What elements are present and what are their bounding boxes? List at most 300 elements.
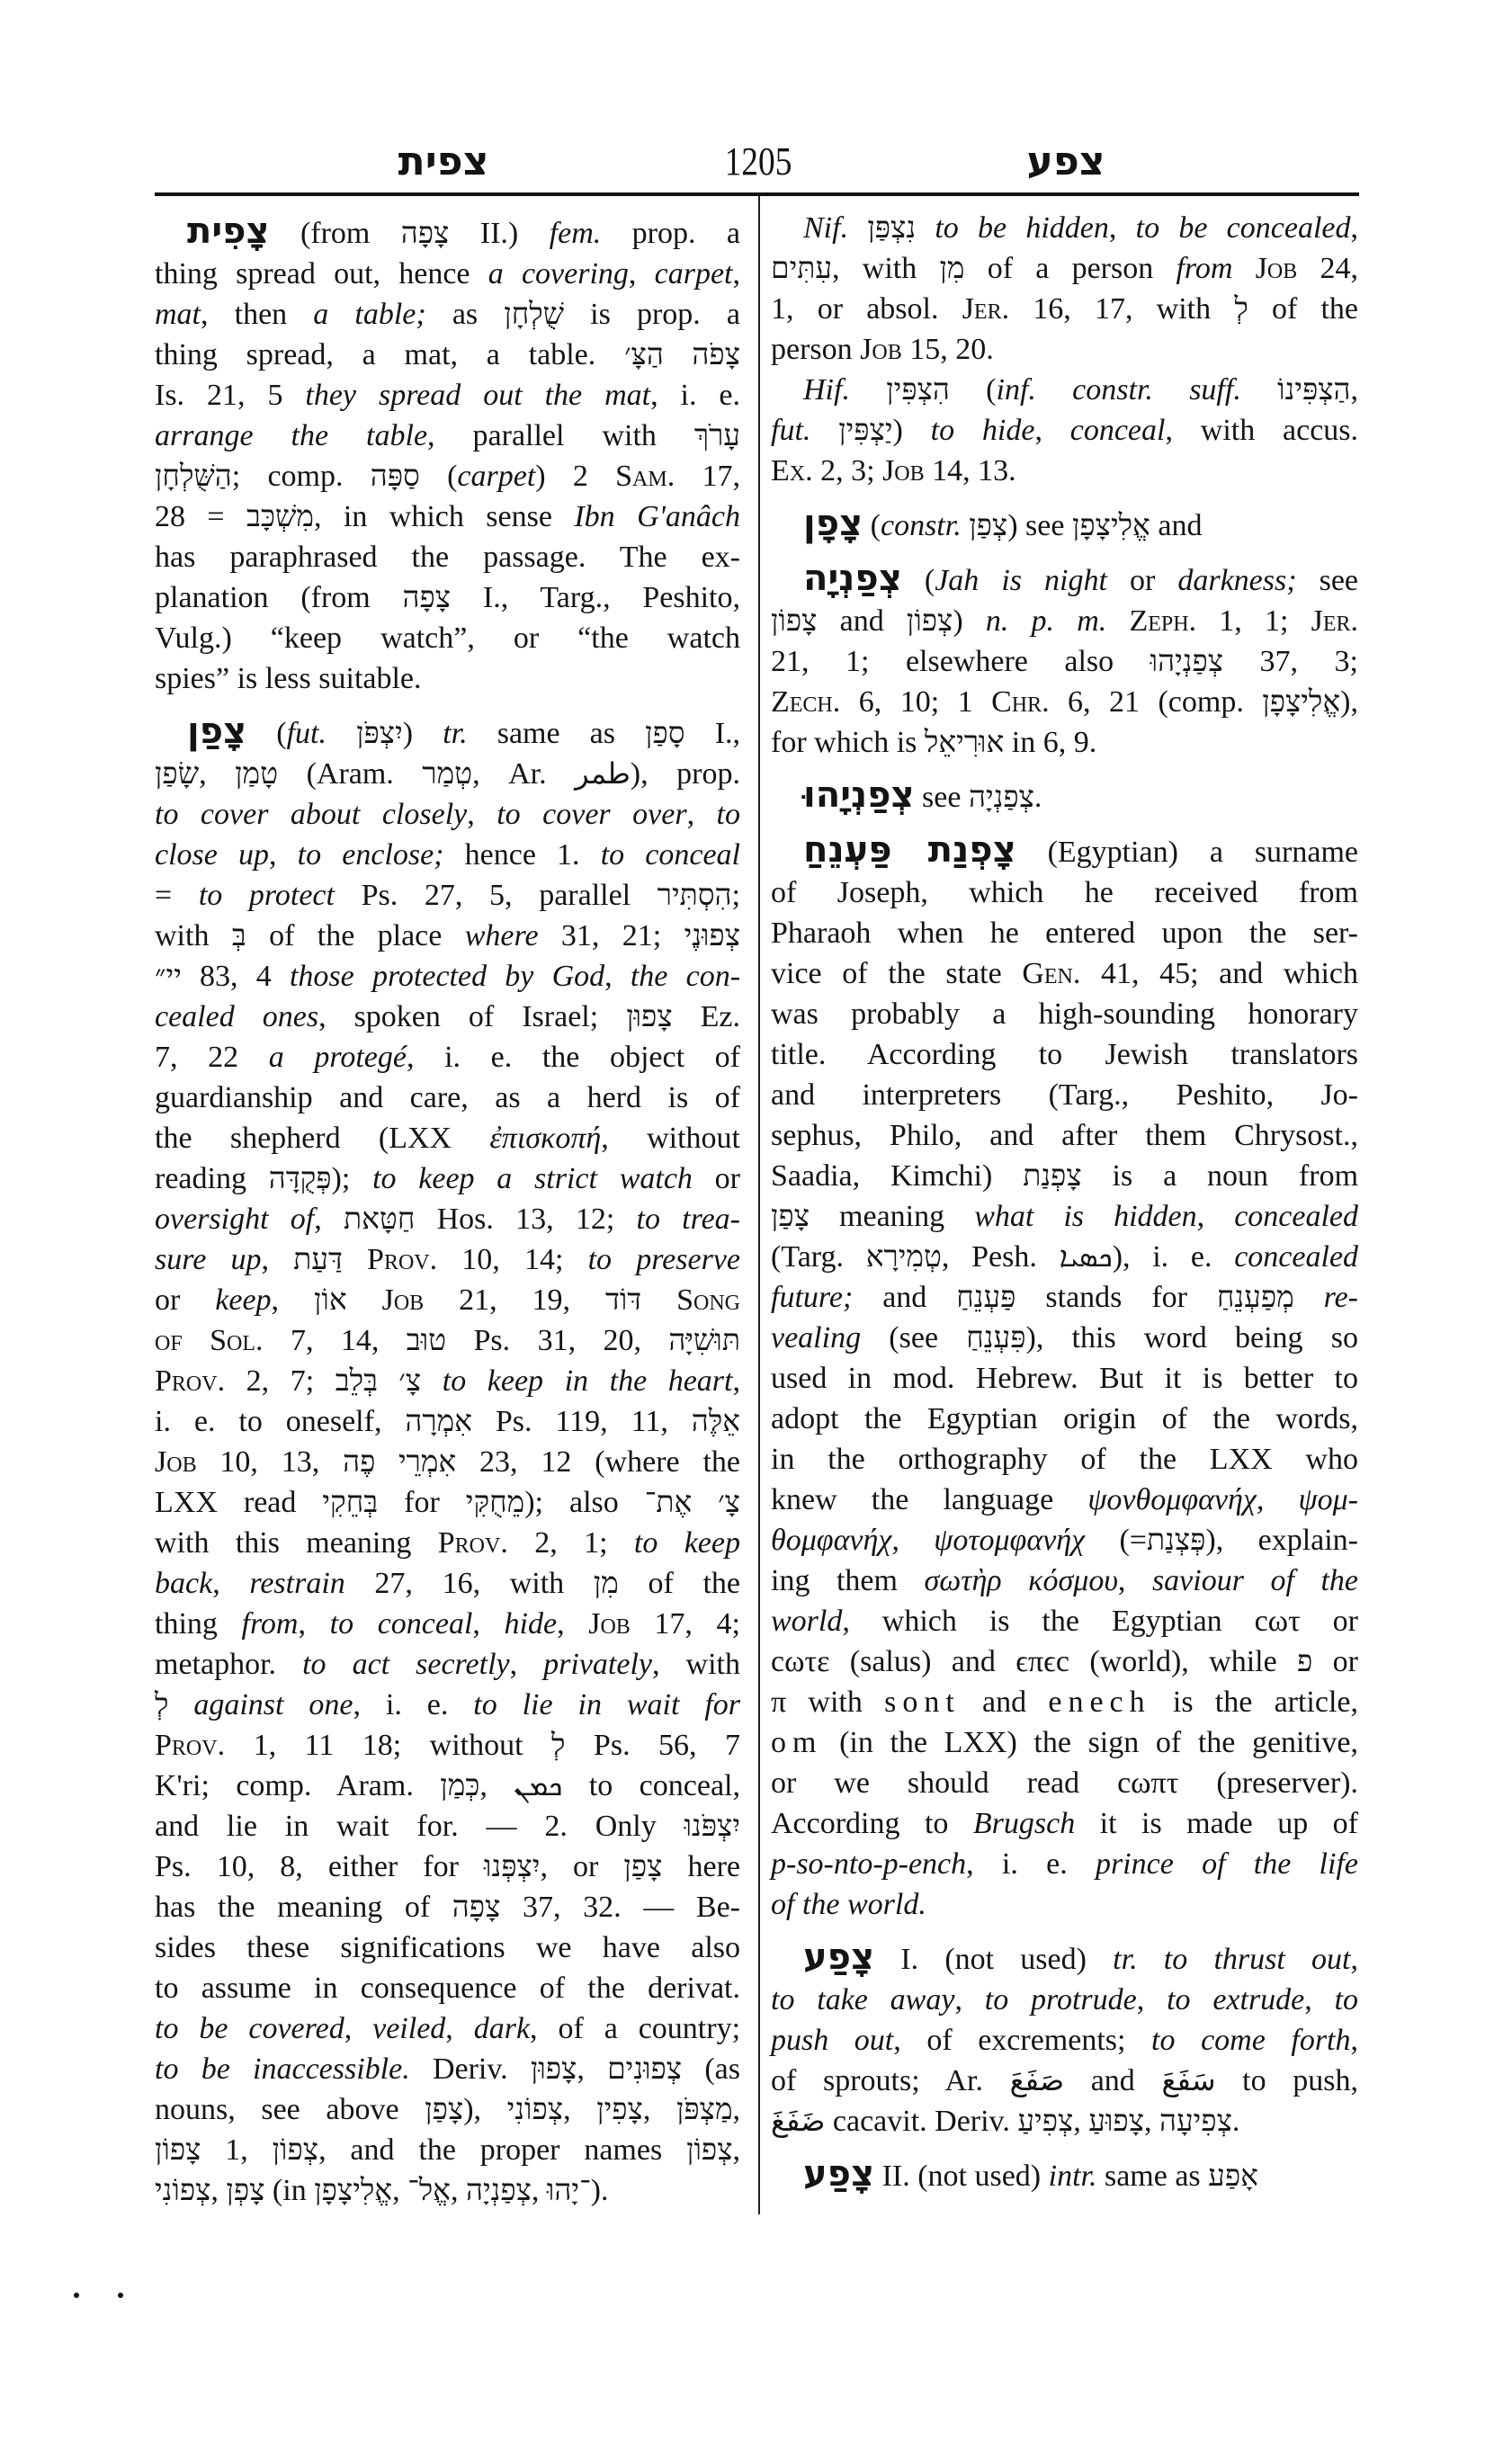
text-line	[771, 1237, 1358, 1277]
text-line	[771, 872, 1358, 913]
hebrew-word: נִצְפַּן	[867, 212, 917, 245]
hebrew-word: כְּמַן	[440, 1770, 480, 1802]
roman-text: and lie in wait for. — 2. Only	[155, 1810, 684, 1843]
italic-text: privately	[543, 1648, 652, 1681]
roman-text: metaphor.	[155, 1648, 303, 1681]
italic-text: to come forth	[1151, 2024, 1351, 2057]
roman-text: (	[246, 717, 287, 750]
text-line	[771, 1480, 1358, 1520]
spaced-text: om	[771, 1726, 823, 1759]
italic-text: darkness;	[1177, 564, 1297, 597]
hebrew-word: תּוּשִׁיָּה	[668, 1325, 740, 1357]
text-line	[155, 210, 740, 254]
hebrew-word: בְּחֵקִי	[322, 1487, 379, 1519]
hebrew-word: פִּעְנֵחַ	[966, 1322, 1026, 1355]
italic-text: to conceal	[600, 838, 741, 872]
italic-text: carpet	[654, 257, 733, 291]
roman-text: 24,	[1297, 252, 1359, 285]
entry-paragraph	[771, 2153, 1358, 2196]
roman-text: ,	[344, 2012, 373, 2045]
text-line	[771, 1560, 1358, 1601]
roman-text: ,	[1108, 211, 1136, 245]
text-line	[771, 505, 1358, 546]
hebrew-word: יַצְפִּין	[838, 415, 893, 447]
roman-text: , Pesh.	[941, 1240, 1060, 1274]
roman-text: and	[817, 604, 907, 638]
roman-text: with this meaning	[155, 1526, 438, 1560]
text-line	[771, 1439, 1358, 1480]
hebrew-word: אֵלֶּה	[691, 1406, 740, 1438]
italic-text: to extrude	[1167, 1983, 1305, 2016]
roman-text: 7, 14,	[263, 1324, 407, 1357]
italic-text: back	[155, 1567, 213, 1600]
roman-text: as	[425, 298, 505, 331]
text-line	[771, 1277, 1358, 1318]
roman-text	[641, 1283, 676, 1317]
roman-text	[1241, 373, 1277, 407]
roman-text: in the orthography of the LXX who	[771, 1443, 1358, 1476]
roman-text: (	[901, 564, 935, 597]
roman-text: ) see	[1007, 509, 1072, 542]
roman-text: spies” is less suitable.	[155, 662, 422, 695]
italic-text: Ibn G'anâch	[574, 500, 740, 533]
roman-text: ,	[271, 1283, 314, 1317]
hebrew-word: טְמַר	[422, 758, 473, 791]
text-line	[155, 1482, 740, 1523]
roman-text: (=	[1085, 1524, 1147, 1557]
roman-text: Pharaoh when he entered upon the ser-	[771, 917, 1358, 950]
roman-text: , which is the Egyptian	[842, 1605, 1255, 1638]
roman-text: ),	[463, 2093, 507, 2126]
book-reference: Sam.	[615, 460, 675, 493]
italic-text: intr.	[1048, 2159, 1097, 2193]
book-reference: Chr.	[991, 685, 1050, 719]
italic-text: to enclose;	[297, 838, 444, 872]
text-line	[771, 2061, 1358, 2101]
roman-text: ,	[732, 1364, 740, 1398]
italic-text: to cover over	[497, 798, 687, 831]
hebrew-word: סָפַן	[645, 718, 685, 750]
italic-text: Brugsch	[972, 1807, 1076, 1840]
roman-text: 2, 3;	[812, 454, 883, 487]
roman-text: knew the language	[771, 1483, 1088, 1516]
text-line	[771, 1399, 1358, 1439]
hebrew-word: ־יָהוּ	[546, 2175, 591, 2207]
italic-text: to be concealed	[1135, 211, 1351, 245]
italic-text: Nif.	[803, 211, 849, 245]
italic-text: vealing	[771, 1321, 862, 1355]
hebrew-word: הִצְפִּין	[886, 374, 950, 407]
roman-text: 41, 45; and which	[1080, 957, 1358, 990]
roman-text: 2, 1;	[507, 1526, 634, 1560]
roman-text: 83, 4	[181, 960, 290, 993]
headword: צְפַנְיָהוּ	[803, 774, 915, 816]
book-reference: Zech.	[771, 685, 841, 719]
roman-text: , or	[540, 1850, 624, 1883]
hebrew-word: בְּ	[231, 920, 246, 952]
text-line	[771, 1641, 1358, 1682]
roman-text: used in mod. Hebrew. But it is better to	[771, 1362, 1358, 1395]
roman-text: (Aram.	[278, 757, 423, 791]
text-line	[771, 2101, 1358, 2142]
roman-text: sides these significations we have also	[155, 1931, 740, 1964]
coptic-text: cωπτ	[1117, 1766, 1179, 1800]
roman-text: ,	[628, 257, 655, 291]
hebrew-word: צְפוּנֶי	[684, 920, 740, 952]
italic-text: of the world.	[771, 1888, 926, 1921]
hebrew-word: חַטָּאת	[343, 1203, 416, 1236]
italic-text: conceal	[1069, 414, 1166, 447]
hebrew-word: פְּצְנַת	[1146, 1525, 1206, 1557]
roman-text: ,	[298, 1607, 330, 1641]
roman-text: (	[863, 509, 881, 542]
hebrew-word: מְפַעְנֵחַ	[1216, 1282, 1294, 1314]
book-reference: Prov.	[367, 1243, 438, 1276]
text-line	[771, 329, 1358, 370]
roman-text: , with accus.	[1165, 414, 1359, 447]
roman-text: same as	[467, 717, 646, 750]
italic-text: cealed ones	[155, 1000, 319, 1033]
roman-text: , i. e. the object of	[406, 1041, 740, 1074]
roman-text: sephus, Philo, and after them Chrysost.,	[771, 1119, 1358, 1152]
text-line	[771, 1075, 1358, 1115]
roman-text: Is. 21, 5	[155, 379, 306, 412]
roman-text: (world), while	[1069, 1645, 1298, 1678]
roman-text: ,	[604, 960, 631, 993]
text-line	[155, 1968, 740, 2008]
text-line	[771, 1884, 1358, 1925]
italic-text: sure up	[155, 1243, 262, 1276]
hebrew-word: מִן	[593, 1568, 619, 1600]
coptic-text: cωτε	[771, 1645, 830, 1678]
italic-text: fut.	[286, 717, 327, 750]
roman-text: Ps. 31, 20,	[446, 1324, 669, 1357]
roman-text: 28 =	[155, 500, 247, 533]
roman-text: for	[378, 1486, 466, 1519]
left-guide-word: צפית	[398, 139, 489, 184]
roman-text: ,	[1143, 2105, 1159, 2138]
text-line	[155, 1361, 740, 1401]
text-line	[155, 1280, 740, 1320]
hebrew-word: יִצְפֹּנוּ	[684, 1811, 740, 1843]
italic-text: from	[241, 1607, 299, 1641]
roman-text: is a noun from	[1081, 1159, 1359, 1193]
hebrew-word: צָפוֹן	[155, 2134, 201, 2167]
roman-text: ,	[1350, 1943, 1358, 1976]
text-line	[771, 560, 1358, 601]
roman-text: meaning	[810, 1200, 975, 1233]
roman-text: 6, 10; 1	[840, 685, 992, 719]
roman-text: ,	[450, 2174, 466, 2207]
roman-text: cacavit. Deriv.	[825, 2105, 1018, 2138]
book-reference: Job	[860, 333, 902, 366]
text-line	[155, 1077, 740, 1118]
italic-text: against one	[193, 1688, 353, 1721]
roman-text: Deriv.	[409, 2052, 531, 2086]
roman-text: )	[892, 414, 931, 447]
roman-text: (in the LXX) the sign of the genitive,	[822, 1726, 1358, 1759]
roman-text: Vulg.) “keep watch”, or “the watch	[155, 621, 740, 655]
text-line	[155, 1199, 740, 1239]
roman-text: ,	[686, 798, 717, 831]
page-number: 1205	[724, 139, 792, 183]
hebrew-word: הִסְתִּיר	[657, 880, 732, 912]
roman-text: Ps. 119, 11,	[471, 1405, 692, 1438]
book-reference: Song	[676, 1283, 741, 1317]
roman-text: or	[155, 1283, 216, 1317]
roman-text	[1294, 1281, 1324, 1314]
roman-text: II. (not used)	[874, 2159, 1049, 2193]
hebrew-word: אִמְרָה	[405, 1406, 472, 1438]
hebrew-word: אִמְרֵי פֶה	[343, 1446, 457, 1479]
roman-text: , i. e.	[650, 379, 741, 412]
roman-text: stands for	[1015, 1281, 1217, 1314]
book-reference: Zeph.	[1129, 604, 1197, 638]
roman-text: ) 2	[535, 460, 616, 493]
entry-paragraph	[771, 1936, 1359, 2142]
roman-text: .	[1033, 781, 1042, 814]
text-line	[155, 456, 740, 496]
italic-text: what is hidden	[974, 1200, 1197, 1233]
roman-text: of the	[618, 1567, 740, 1600]
roman-text: ,	[1350, 373, 1359, 407]
roman-text: 1, or absol.	[771, 292, 962, 326]
book-reference: Gen.	[1022, 957, 1081, 990]
header-rule	[155, 192, 1359, 196]
roman-text: =	[155, 879, 199, 912]
roman-text: vice of the state	[771, 957, 1023, 990]
italic-text: where	[464, 919, 539, 952]
roman-text: K'ri; comp. Aram.	[155, 1769, 441, 1802]
text-line	[771, 2153, 1358, 2196]
text-line	[155, 1239, 740, 1280]
roman-text: of a person	[964, 252, 1176, 285]
text-line	[155, 1442, 740, 1482]
hebrew-word: דַּעַת	[293, 1244, 343, 1276]
italic-text: from	[1176, 252, 1233, 285]
italic-text: to hide	[930, 414, 1035, 447]
left-column	[155, 210, 741, 2211]
text-line	[771, 1196, 1358, 1237]
text-line	[155, 1766, 740, 1806]
roman-text: Ez.	[672, 1000, 741, 1033]
italic-text: to	[716, 798, 740, 831]
hebrew-word: לְ	[551, 1730, 566, 1762]
hebrew-word: צְפַנְיָה	[465, 2175, 532, 2207]
roman-text: or	[1312, 1645, 1358, 1678]
text-line	[155, 577, 740, 618]
entry-paragraph	[771, 829, 1359, 1925]
column-divider	[758, 196, 760, 2214]
hebrew-word: צָפוּן	[530, 2053, 577, 2086]
hebrew-word: צָפָה	[400, 218, 450, 250]
roman-text: of sprouts; Ar.	[771, 2064, 1010, 2097]
text-line	[771, 953, 1358, 994]
hebrew-word: צָפַן	[425, 2094, 464, 2126]
roman-text: ,	[732, 257, 740, 291]
hebrew-word: אוֹן	[313, 1284, 347, 1317]
hebrew-word: צְפוּנִים	[607, 2053, 683, 2086]
roman-text: (from	[269, 217, 401, 250]
roman-text: ,	[199, 757, 236, 791]
roman-text: I.,	[684, 717, 741, 750]
roman-text: 15, 20.	[901, 333, 994, 366]
italic-text: keep	[215, 1283, 272, 1317]
roman-text: or	[1300, 1605, 1358, 1638]
roman-text: );	[331, 1162, 373, 1195]
italic-text: prince of the life	[1095, 1847, 1358, 1881]
italic-text: inf. constr. suff.	[996, 373, 1241, 407]
hebrew-word: אֱל־	[407, 2175, 451, 2207]
entry-paragraph	[771, 560, 1358, 763]
text-line	[155, 2089, 740, 2130]
roman-text: to conceal,	[562, 1769, 740, 1802]
text-line	[155, 537, 740, 577]
roman-text: hence 1.	[443, 838, 601, 872]
roman-text: ,	[732, 2093, 741, 2126]
italic-text: fut.	[771, 414, 811, 447]
hebrew-word: צְפוֹן	[272, 2134, 319, 2167]
greek-text: θομφανήχ, ψοτομφανήχ	[771, 1524, 1086, 1557]
book-reference: Jer.	[1311, 604, 1359, 638]
roman-text: 17,	[675, 460, 741, 493]
roman-text: see	[1296, 564, 1358, 597]
book-reference: Job	[588, 1607, 631, 1641]
roman-text	[962, 509, 970, 542]
hebrew-word: מִשְׁכָּב	[246, 501, 314, 533]
book-reference: Job	[381, 1283, 425, 1317]
hebrew-word: צָפוּן	[626, 1001, 673, 1033]
italic-text: to	[1334, 1983, 1359, 2016]
roman-text: and	[1064, 2064, 1162, 2097]
text-line	[771, 289, 1358, 329]
headword: צָפַע	[803, 1936, 875, 1978]
book-reference: Job	[1255, 252, 1298, 285]
hebrew-word: צְפוֹנִי	[506, 2094, 564, 2126]
roman-text	[810, 414, 838, 447]
roman-text: ), i. e.	[1112, 1240, 1235, 1274]
semitic-script-word: سَفَعَ	[1161, 2063, 1216, 2097]
roman-text: ,	[563, 2093, 597, 2126]
text-line	[771, 2020, 1358, 2061]
italic-text: saviour of the	[1151, 1564, 1358, 1597]
roman-text: 2, 7;	[225, 1364, 336, 1398]
book-reference: Prov.	[155, 1729, 226, 1762]
hebrew-word: צְפַן	[969, 510, 1008, 542]
book-reference: Prov.	[155, 1364, 226, 1398]
text-line	[155, 1604, 740, 1644]
text-line	[771, 774, 1358, 818]
text-line	[771, 601, 1358, 641]
roman-text: of the	[1248, 292, 1359, 326]
roman-text: )	[953, 604, 986, 638]
roman-text: , and the proper names	[318, 2133, 687, 2167]
italic-text: a covering	[488, 257, 629, 291]
text-line	[771, 1034, 1358, 1075]
book-reference: Jer.	[962, 292, 1010, 326]
italic-text: constr.	[880, 509, 962, 542]
hebrew-word: צָפוֹן	[771, 605, 818, 638]
text-line	[155, 1685, 740, 1725]
roman-text: LXX read	[155, 1486, 323, 1519]
roman-text: ).	[590, 2174, 609, 2207]
roman-text: 31, 21;	[538, 919, 684, 952]
roman-text: (	[419, 460, 458, 493]
roman-text: ), explain-	[1205, 1524, 1358, 1557]
hebrew-word: צָ׳ אֶת־	[644, 1487, 740, 1519]
hebrew-word: צָפְנַת	[1023, 1160, 1082, 1193]
italic-text: to protect	[198, 879, 335, 912]
semitic-script-word: ضَفَغَ	[771, 2104, 826, 2138]
italic-text: future;	[771, 1281, 854, 1314]
text-line	[771, 410, 1358, 451]
italic-text: mat	[155, 298, 201, 331]
hebrew-word: טָמַן	[235, 758, 279, 791]
roman-text: , parallel with	[427, 419, 694, 452]
roman-text: reading	[155, 1162, 269, 1195]
semitic-script-word: ܟܣܝܐ	[1059, 1239, 1113, 1274]
text-line	[155, 2049, 740, 2089]
roman-text: ,	[479, 1769, 514, 1802]
hebrew-word: צְפוֹנִי	[155, 2175, 211, 2207]
roman-text: or we should read	[771, 1766, 1118, 1800]
roman-text: 1, 11 18; without	[225, 1729, 552, 1762]
italic-text: veiled	[372, 2012, 446, 2045]
roman-text: or	[1106, 564, 1178, 597]
roman-text: ),	[1340, 685, 1358, 719]
roman-text: ,	[1073, 2105, 1089, 2138]
roman-text: (see	[861, 1321, 967, 1355]
text-line	[771, 1763, 1358, 1803]
hebrew-word: דּוֹד	[604, 1284, 642, 1317]
text-line	[771, 1722, 1358, 1763]
entry-paragraph	[771, 774, 1358, 818]
italic-text: n. p. m.	[985, 604, 1107, 638]
roman-text: , i. e.	[353, 1688, 474, 1721]
roman-text: 14, 13.	[924, 454, 1016, 487]
text-line	[155, 916, 740, 956]
italic-text: arrange the table	[155, 419, 428, 452]
text-line	[155, 1563, 740, 1604]
text-line	[771, 1682, 1358, 1722]
roman-text: 23, 12 (where the	[456, 1445, 740, 1479]
headword: צָפְנַת פַּעְנֵחַ	[803, 829, 1016, 871]
roman-text: ; comp.	[231, 460, 371, 493]
print-speck	[74, 2293, 79, 2298]
roman-text: and interpreters (Targ., Peshito, Jo-	[771, 1078, 1358, 1112]
roman-text: 16, 17, with	[1009, 292, 1235, 326]
italic-text: to keep in the heart	[442, 1364, 733, 1398]
roman-text: ,	[1117, 1564, 1152, 1597]
hebrew-word: מֵחֻקִּי	[465, 1487, 525, 1519]
headword: צָפַן	[187, 711, 247, 752]
roman-text: According to	[771, 1807, 973, 1840]
hebrew-word: פְּקֻדָּה	[268, 1163, 332, 1195]
roman-text: has paraphrased the passage. The ex-	[155, 541, 740, 574]
text-line	[771, 641, 1358, 682]
roman-text: , with	[652, 1648, 740, 1681]
italic-text: oversight of	[155, 1203, 315, 1236]
hebrew-word: צָפַן	[623, 1851, 663, 1883]
text-line	[155, 375, 740, 416]
italic-text: they spread out the mat	[305, 379, 651, 412]
text-line	[155, 754, 740, 794]
roman-text: ,	[210, 2174, 227, 2207]
text-line	[771, 1601, 1358, 1641]
hebrew-word: אוּרִיאֵל	[924, 727, 1005, 759]
roman-text: ,	[1304, 1983, 1335, 2016]
text-line	[155, 618, 740, 658]
